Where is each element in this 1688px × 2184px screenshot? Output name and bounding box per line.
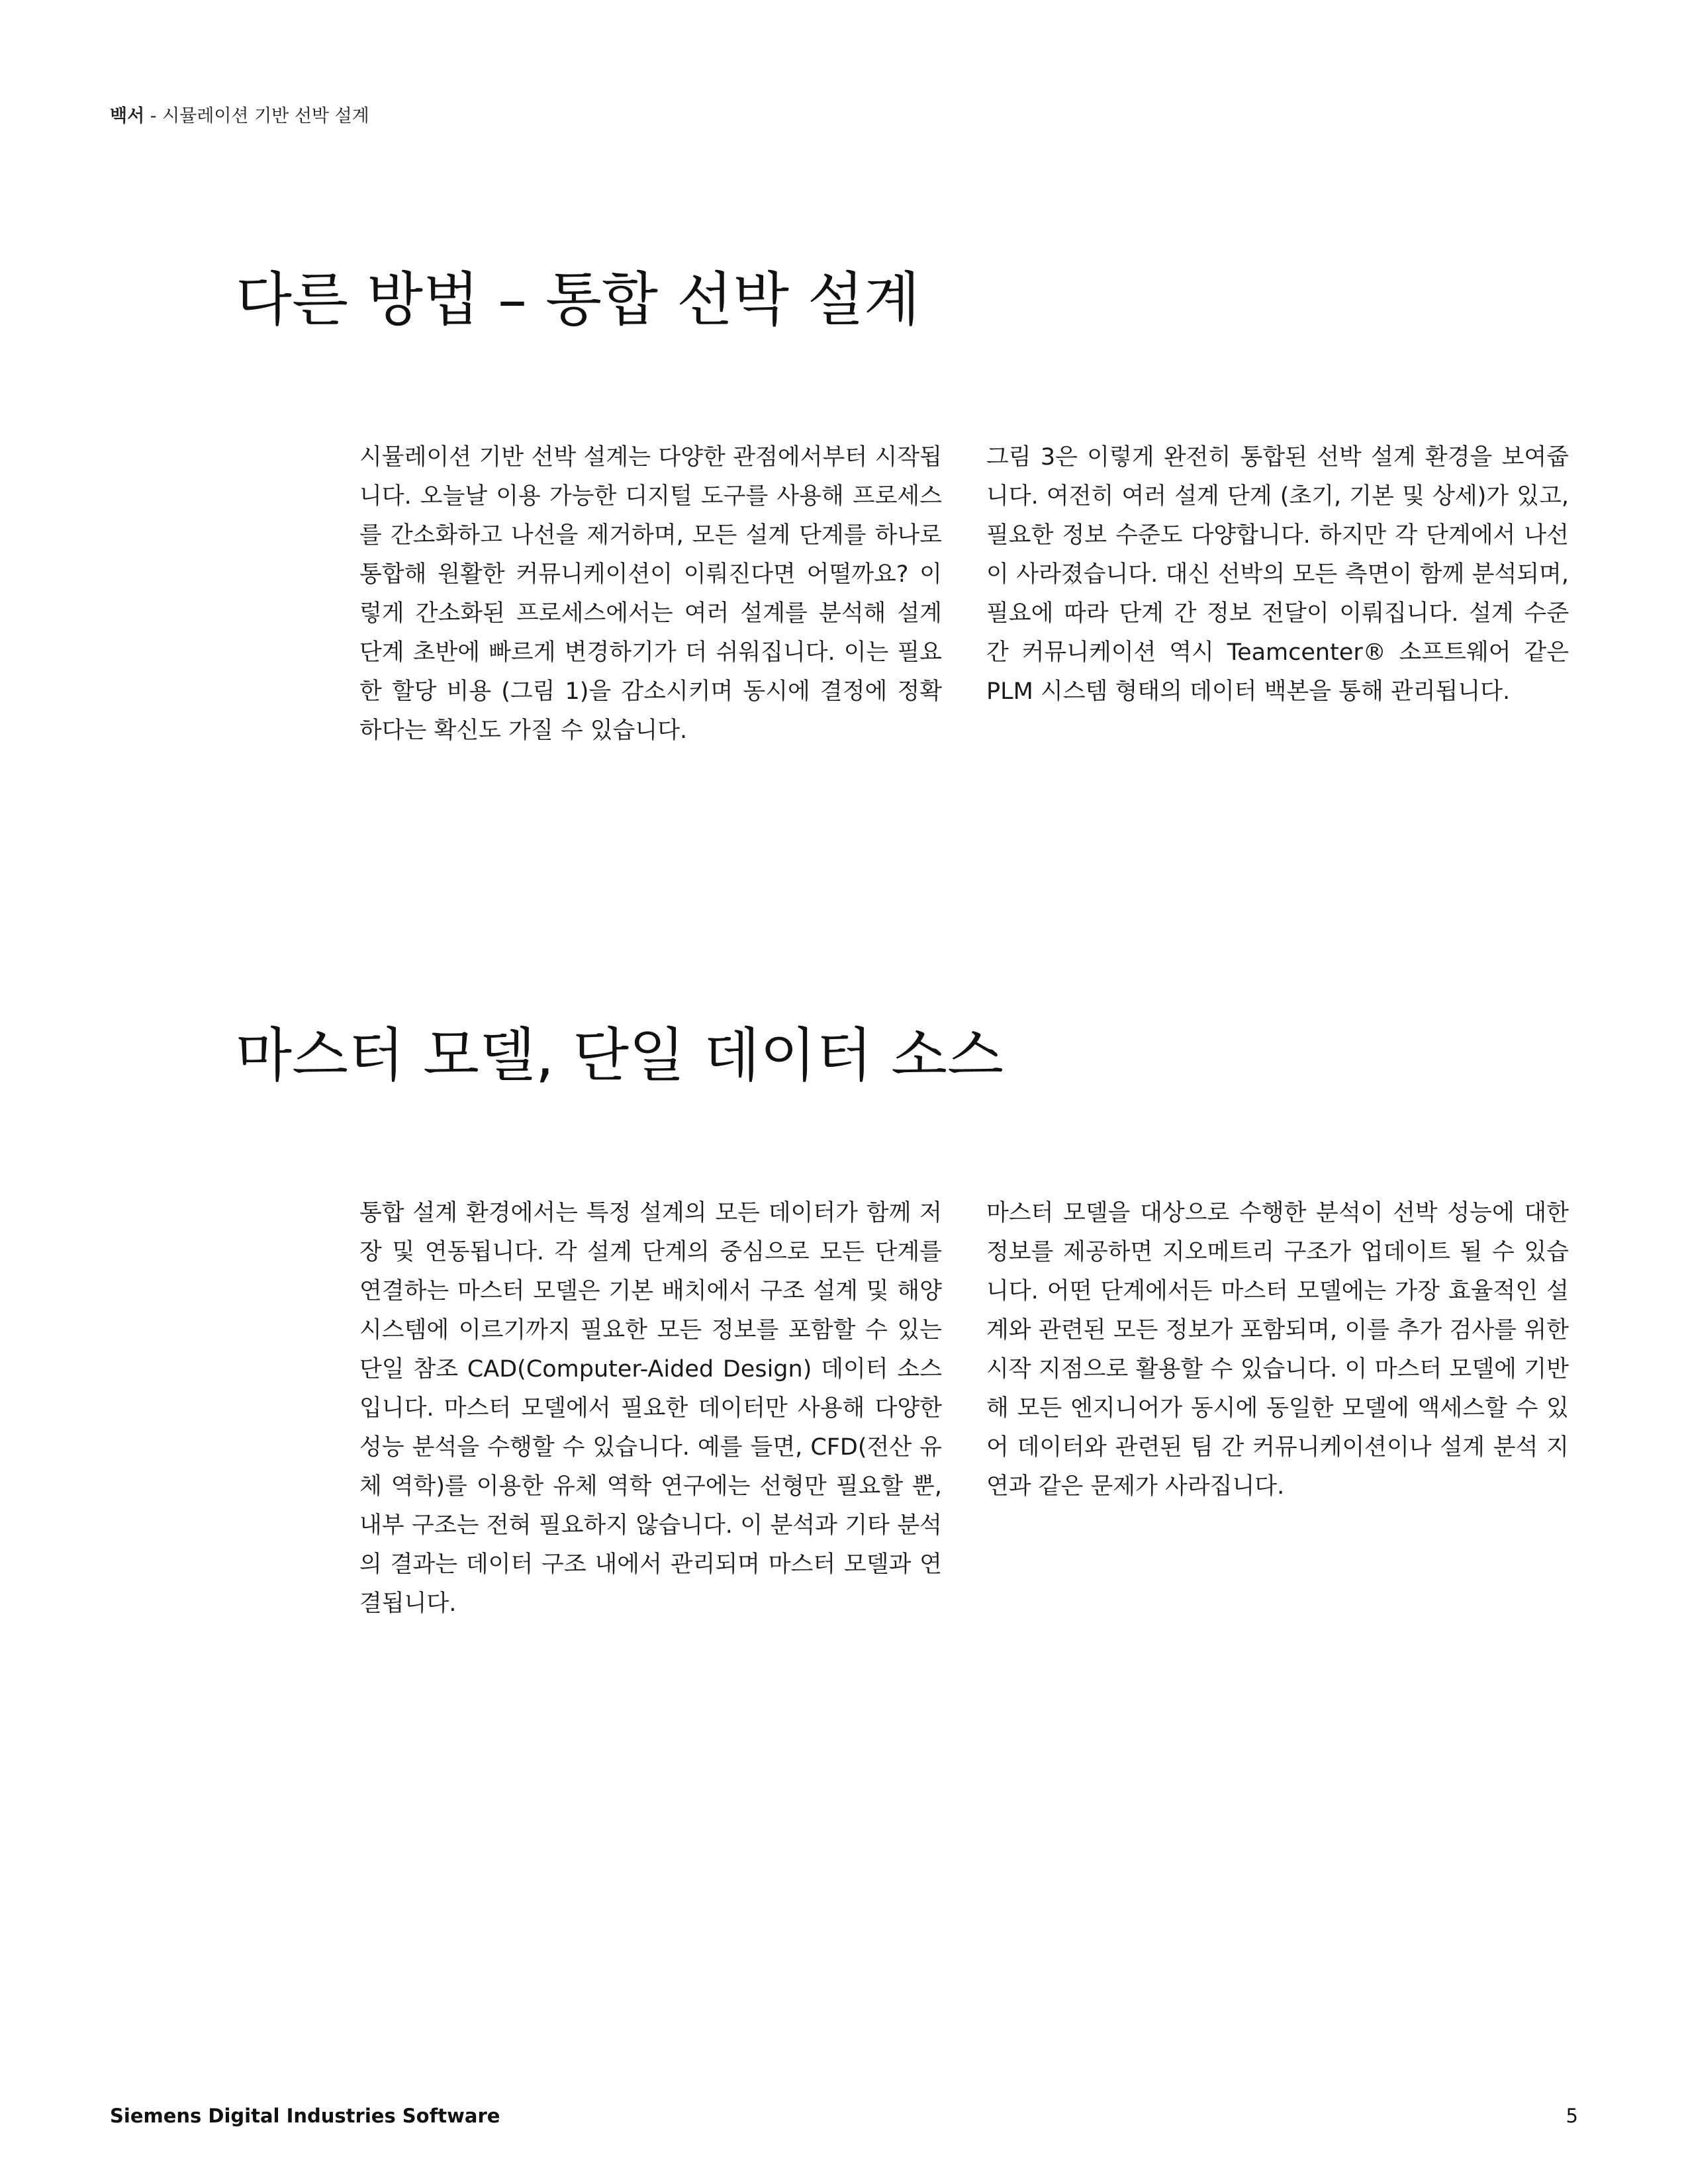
running-header — [110, 103, 369, 130]
page-number: 5 — [1566, 2105, 1578, 2127]
section-2-column-2: 마스터 모델을 대상으로 수행한 분석이 선박 성능에 대한 정보를 제공하면 지오메트리 구조가 업데이트 될 수 있습니다. 어떤 단계에서든 마스터 모델에는 가장 효율적인 설계와 관련된 모든 정보가 포함되며, 이를 추가 검사를 위한 시작 지점으로 활용할 수 있습니다. 이 마스터 모델에 기반해 모든 엔지니어가 동시에 동일한 모델에 액세스할 수 있어 데이터와 관련된 팀 간 커뮤니케이션이나 설계 분석 지연과 같은 문제가 사라집니다. — [986, 1200, 1569, 1500]
section-1-column-1: 시뮬레이션 기반 선박 설계는 다양한 관점에서부터 시작됩니다. 오늘날 이용 가능한 디지털 도구를 사용해 프로세스를 간소화하고 나선을 제거하며, 모든 설계 단계를 하나로 통합해 원활한 커뮤니케이션이 이뤄진다면 어떨까요? 이렇게 간소화된 프로세스에서는 여러 설계를 분석해 설계 단계 초반에 빠르게 변경하기가 더 쉬워집니다. 이는 필요한 할당 비용 (그림 1)을 감소시키며 동시에 결정에 정확하다는 확신도 가질 수 있습니다. — [359, 444, 942, 744]
header-subtitle: 시뮬레이션 기반 선박 설계 — [162, 106, 369, 126]
footer-brand: Siemens Digital Industries Software — [110, 2105, 500, 2127]
section-2-column-1: 통합 설계 환경에서는 특정 설계의 모든 데이터가 함께 저장 및 연동됩니다. 각 설계 단계의 중심으로 모든 단계를 연결하는 마스터 모델은 기본 배치에서 구조 설계 및 해양 시스템에 이르기까지 필요한 모든 정보를 포함할 수 있는 단일 참조 CAD(Computer-Aided Design) 데이터 소스입니다. 마스터 모델에서 필요한 데이터만 사용해 다양한 성능 분석을 수행할 수 있습니다. 예를 들면, CFD(전산 유체 역학)를 이용한 유체 역학 연구에는 선형만 필요할 뿐, 내부 구조는 전혀 필요하지 않습니다. 이 분석과 기타 분석의 결과는 데이터 구조 내에서 관리되며 마스터 모델과 연결됩니다. — [359, 1200, 942, 1617]
header-label: 백서 — [110, 106, 145, 126]
section-1-column-2: 그림 3은 이렇게 완전히 통합된 선박 설계 환경을 보여줍니다. 여전히 여러 설계 단계 (초기, 기본 및 상세)가 있고, 필요한 정보 수준도 다양합니다. 하지만 각 단계에서 나선이 사라졌습니다. 대신 선박의 모든 측면이 함께 분석되며, 필요에 따라 단계 간 정보 전달이 이뤄집니다. 설계 수준 간 커뮤니케이션 역시 Teamcenter® 소프트웨어 같은 PLM 시스템 형태의 데이터 백본을 통해 관리됩니다. — [986, 444, 1569, 705]
section-title-master-model: 마스터 모델, 단일 데이터 소스 — [236, 1021, 1004, 1089]
section-title-integrated-design: 다른 방법 – 통합 선박 설계 — [236, 265, 920, 334]
header-separator: - — [144, 106, 163, 126]
